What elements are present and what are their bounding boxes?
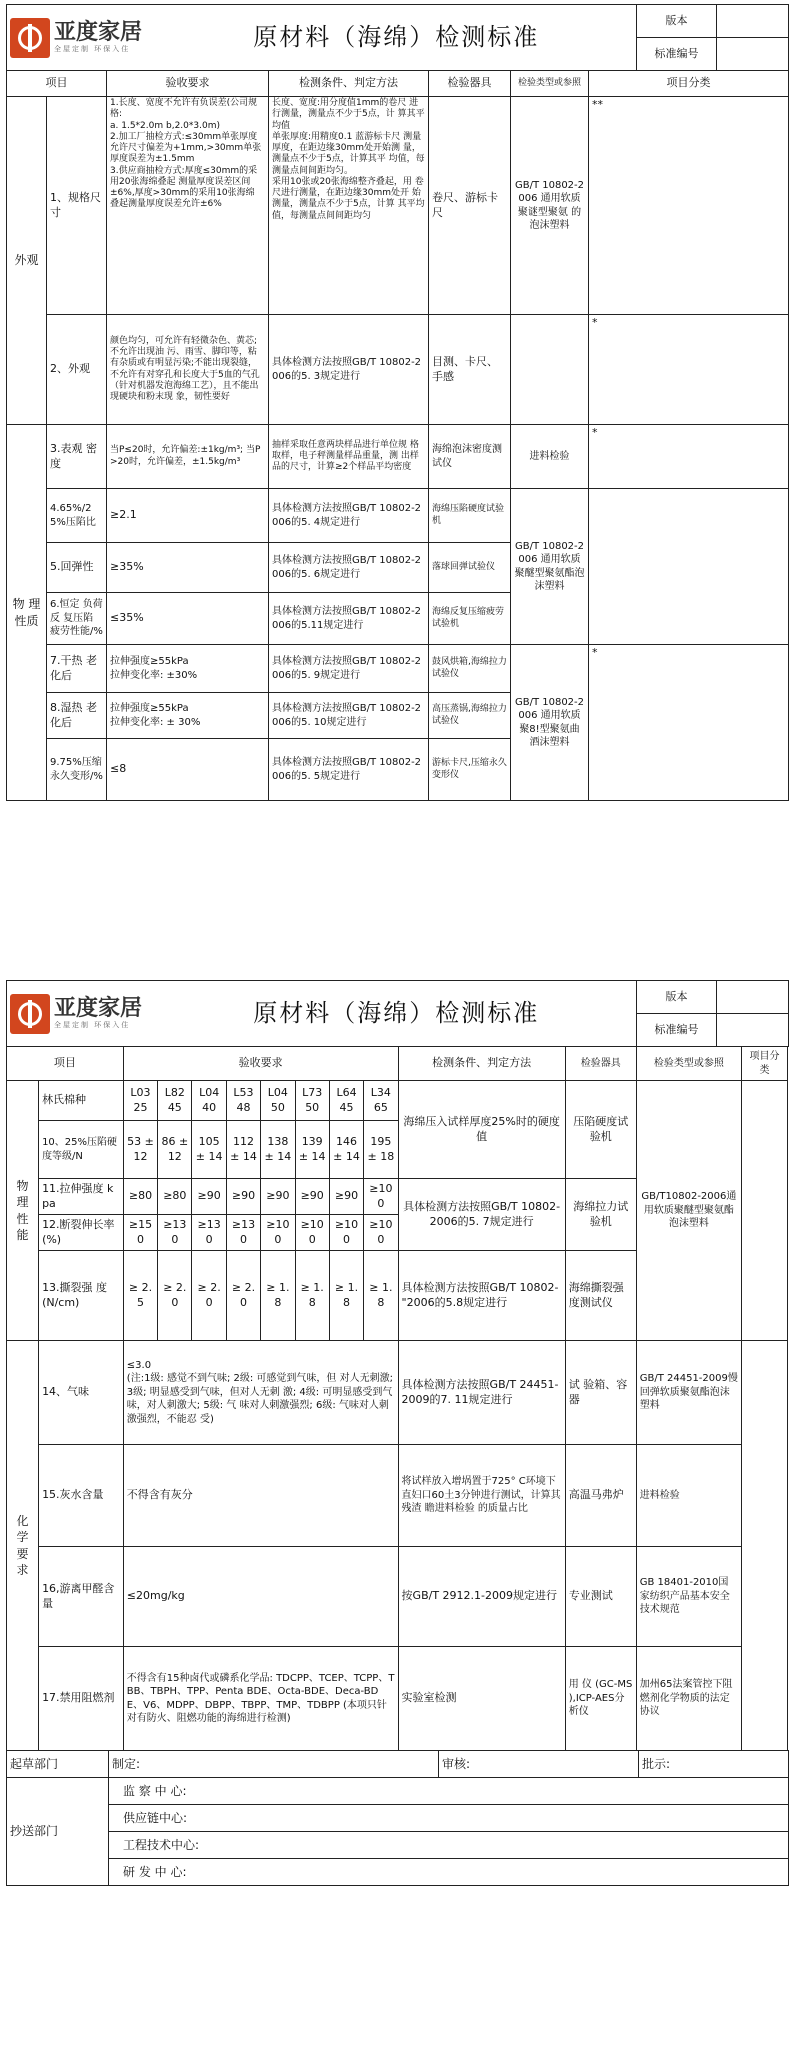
p2-classify-chem-empty	[742, 1341, 788, 1751]
grade-7: L34 65	[364, 1081, 398, 1121]
grade-2: L04 40	[192, 1081, 226, 1121]
std-no-value-2	[717, 1014, 789, 1047]
company-logo-2	[10, 989, 154, 1039]
elongation-2: ≥130	[192, 1215, 226, 1251]
elongation-1: ≥130	[158, 1215, 192, 1251]
tear-4: ≥ 1.8	[261, 1251, 295, 1341]
row4-method: 具体检测方法按照GB/T 10802-2006的5. 4规定进行	[269, 489, 429, 543]
tear-2: ≥ 2.0	[192, 1251, 226, 1341]
logo-mark-icon	[10, 18, 50, 58]
tensile-5: ≥90	[295, 1179, 329, 1215]
elongation-4: ≥100	[261, 1215, 295, 1251]
reviewer-field[interactable]: 审核:	[439, 1751, 639, 1778]
hardness-6: 146 ± 14	[329, 1121, 363, 1179]
row9-item: 9.75%压缩永久变形/%	[47, 739, 107, 801]
grade-1: L82 45	[158, 1081, 192, 1121]
row7-method: 具体检测方法按照GB/T 10802-2006的5. 9规定进行	[269, 645, 429, 693]
row7-classify: *	[589, 645, 789, 801]
row6-method: 具体检测方法按照GB/T 10802-2006的5.11规定进行	[269, 593, 429, 645]
row6-item: 6.恒定 负荷反 复压陷 疲劳性能/%	[47, 593, 107, 645]
flame-type: 加州65法案管控下阻燃剂化学物质的法定协议	[636, 1647, 741, 1751]
page-2	[6, 980, 788, 2040]
row2-type-empty	[511, 315, 589, 425]
p2-header-classify: 项目分类	[742, 1047, 788, 1081]
ash-accept: 不得含有灰分	[123, 1445, 398, 1547]
row1-classify: **	[589, 97, 789, 315]
std-no-label: 标准编号	[637, 38, 717, 71]
elongation-6: ≥100	[329, 1215, 363, 1251]
hardness-tool: 压陷硬度试验机	[565, 1081, 636, 1179]
row2-method: 具体检测方法按照GB/T 10802-2006的5. 3规定进行	[269, 315, 429, 425]
col-header-item: 项目	[7, 71, 107, 97]
ash-method: 将试样放入增埚置于725° C环境下直妇口60土3分钟进行测试，计算其残渣 瞻进料检验 的质量占比	[398, 1445, 565, 1547]
row8-tool: 高压蒸锅,海绵拉力试验仪	[429, 693, 511, 739]
row1-item: 1、规格尺寸	[47, 97, 107, 315]
hardness-7: 195 ± 18	[364, 1121, 398, 1179]
row3-type: 进料检验	[511, 425, 589, 489]
ash-tool: 高温马弗炉	[565, 1445, 636, 1547]
approver-field[interactable]: 批示:	[639, 1751, 789, 1778]
distribute-label: 抄送部门	[7, 1778, 109, 1886]
row2-accept: 颜色均匀，可允许有轻微杂色、黄芯;不允许出现油 污、雨雪、脚印等，粘有杂质或有明显污染;不能出现裂缝，不允许有对穿孔和长度大于5血的气孔（针对机器发泡海绵工艺），且不能出现硬块和粉末现 象，韧性要好	[107, 315, 269, 425]
odor-tool: 试 验箱、容器	[565, 1341, 636, 1445]
tear-3: ≥ 2.0	[226, 1251, 260, 1341]
page-gap	[0, 950, 794, 978]
elongation-3: ≥130	[226, 1215, 260, 1251]
row7-item: 7.干热 老化后	[47, 645, 107, 693]
row5-accept: ≥35%	[107, 543, 269, 593]
page-title-2: 原材料（海绵）检测标准	[157, 981, 637, 1047]
hardness-0: 53 ± 12	[123, 1121, 157, 1179]
version-label: 版本	[637, 5, 717, 38]
odor-method: 具体检测方法按照GB/T 24451-2009的7. 11规定进行	[398, 1341, 565, 1445]
type-ref-2: GB/T 10802-2006 通用软质聚醚型聚氨酯泡沫塑料	[511, 489, 589, 645]
category-appearance: 外观	[7, 97, 47, 425]
tear-tool: 海绵撕裂强度测试仪	[565, 1251, 636, 1341]
tear-6: ≥ 1.8	[329, 1251, 363, 1341]
tensile-0: ≥80	[123, 1179, 157, 1215]
flame-label: 17.禁用阻燃剂	[39, 1647, 124, 1751]
tear-1: ≥ 2.0	[158, 1251, 192, 1341]
type-ref-3: GB/T 10802-2006 通用软质聚8!型聚氨曲 酒沫塑料	[511, 645, 589, 801]
p2-header-inspect-type: 检验类型或参照	[636, 1047, 741, 1081]
tear-method: 具体检测方法按照GB/T 10802-"2006的5.8规定进行	[398, 1251, 565, 1341]
row8-accept: 拉伸强度≥55kPa 拉伸变化率: ± 30%	[107, 693, 269, 739]
dept-engineering[interactable]: 工程技术中心:	[109, 1832, 789, 1859]
hardness-2: 105 ± 14	[192, 1121, 226, 1179]
row1-method: 长度、宽度:用分度值1mm的卷尺 进行测量，测量点不少于5点，计 算其平均值 单张厚度:用精度0.1 蓝游标卡尺 测量厚度，在距边缘30mm处开始测 量，测量点不少于5点，计算其平 均值，每测量点间间距均匀。 采用10张或20张海绵整齐叠起，用 卷尺进行测量，在距边缘30mm处开 始测量，测量点不少于5点，计算 其平均值，每测量点间间距均匀	[269, 97, 429, 315]
formaldehyde-accept: ≤20mg/kg	[123, 1547, 398, 1647]
row9-method: 具体检测方法按照GB/T 10802-2006的5. 5规定进行	[269, 739, 429, 801]
p2-header-method: 检测条件、判定方法	[398, 1047, 565, 1081]
grade-5: L73 50	[295, 1081, 329, 1121]
tensile-label: 11.拉伸强度 kpa	[39, 1179, 124, 1215]
tear-7: ≥ 1.8	[364, 1251, 398, 1341]
row4-tool: 海绵压陷硬度试验机	[429, 489, 511, 543]
tear-label: 13.撕裂强 度 (N/cm)	[39, 1251, 124, 1341]
page2-header-table	[6, 980, 789, 1047]
row2-tool: 目测、卡尺、手感	[429, 315, 511, 425]
grade-6: L64 45	[329, 1081, 363, 1121]
page1-body-table	[6, 70, 789, 801]
elongation-tool: 海绵拉力试验机	[565, 1179, 636, 1251]
row6-tool: 海绵反复压缩疲劳试验机	[429, 593, 511, 645]
formaldehyde-tool: 专业测试	[565, 1547, 636, 1647]
dept-supervision[interactable]: 监 察 中 心:	[109, 1778, 789, 1805]
col-header-method: 检测条件、判定方法	[269, 71, 429, 97]
category-physical: 物 理性质	[7, 425, 47, 801]
formaldehyde-type: GB 18401-2010国家纺织产品基本安全技术规范	[636, 1547, 741, 1647]
p2-header-accept: 验收要求	[123, 1047, 398, 1081]
odor-accept: ≤3.0 (注:1级: 感觉不到气味; 2级: 可感觉到气味，但 对人无刺激; 3级; 明显感受到气味，但对人无刺 激; 4级: 可明显感受到气味，对人刺激大; 5级: 气 味对人刺激强烈; 6级: 气味对人刺激强烈，不能忍 受)	[123, 1341, 398, 1445]
flame-tool: 用 仪 (GC-MS ),ICP-AES分析仪	[565, 1647, 636, 1751]
elongation-label: 12.断裂伸长率(%)	[39, 1215, 124, 1251]
row6-accept: ≤35%	[107, 593, 269, 645]
flame-accept: 不得含有15种卤代或磷系化学品: TDCPP、TCEP、TCPP、TBB、TBPH、TPP、Penta BDE、Octa-BDE、Deca-BDE、V6、MDPP、DBPP、TBPP、TMP、TDBPP (本项只针对有防火、阻燃功能的海绵进行检测)	[123, 1647, 398, 1751]
p2-classify-phys-empty	[742, 1081, 788, 1341]
tensile-7: ≥100	[364, 1179, 398, 1215]
row3-item: 3.表观 密度	[47, 425, 107, 489]
col-header-classify: 项目分类	[589, 71, 789, 97]
p2-header-item: 项目	[7, 1047, 124, 1081]
row3-tool: 海绵泡沫密度测试仪	[429, 425, 511, 489]
flame-method: 实验室检测	[398, 1647, 565, 1751]
elongation-method: 具体检测方法按照GB/T 10802- 2006的5. 7规定进行	[398, 1179, 565, 1251]
p2-category-physical: 物 理 性 能	[7, 1081, 39, 1341]
version-value	[717, 5, 789, 38]
formaldehyde-method: 按GB/T 2912.1-2009规定进行	[398, 1547, 565, 1647]
row4-accept: ≥2.1	[107, 489, 269, 543]
row5-tool: 落球回弹试验仪	[429, 543, 511, 593]
page2-body-table	[6, 1046, 788, 1751]
formaldehyde-label: 16,游离甲醛含量	[39, 1547, 124, 1647]
row1-tool: 卷尺、游标卡尺	[429, 97, 511, 315]
page-1	[6, 4, 788, 949]
odor-label: 14、气味	[39, 1341, 124, 1445]
company-logo	[10, 13, 154, 63]
col-header-inspect-type: 检验类型或参照	[511, 71, 589, 97]
hardness-3: 112 ± 14	[226, 1121, 260, 1179]
p2-header-tool: 检验器具	[565, 1047, 636, 1081]
row8-method: 具体检测方法按照GB/T 10802-2006的5. 10规定进行	[269, 693, 429, 739]
grade-label: 林氏棉种	[39, 1081, 124, 1121]
row3-method: 抽样采取任意两块样品进行单位规 格取样，电子秤测量样品重量，测 出样品的尺寸，计算≥2个样品平均密度	[269, 425, 429, 489]
hardness-5: 139 ± 14	[295, 1121, 329, 1179]
tensile-3: ≥90	[226, 1179, 260, 1215]
signoff-table	[6, 1750, 789, 1886]
elongation-5: ≥100	[295, 1215, 329, 1251]
tensile-6: ≥90	[329, 1179, 363, 1215]
type-ref-1: GB/T 10802-2006 通用软质聚谜型聚氨 的泡沫塑料	[511, 97, 589, 315]
ash-type: 进料检验	[636, 1445, 741, 1547]
col-header-tool: 检验器具	[429, 71, 511, 97]
logo-cell	[7, 5, 157, 71]
std-no-value	[717, 38, 789, 71]
row4-item: 4.65%/25%压陷比	[47, 489, 107, 543]
logo-cell-2	[7, 981, 157, 1047]
drafter-field[interactable]: 制定:	[109, 1751, 439, 1778]
logo-mark-icon-2	[10, 994, 50, 1034]
logo-name-2: 亚度家居	[54, 994, 143, 1021]
dept-rnd[interactable]: 研 发 中 心:	[109, 1859, 789, 1886]
ash-label: 15.灰水含量	[39, 1445, 124, 1547]
row1-accept: 1.长度、宽度不允许有负误差(公司规格: a. 1.5*2.0m b,2.0*3.0m) 2.加工厂抽检方式:≤30mm单张厚度允许尺寸偏差为+1mm,>30mm单张厚度误差为±1.5mm 3.供应商抽检方式:厚度≤30mm的采用20张海绵叠起 测量厚度误差区间±6%,厚度>30mm的采用10张海绵 叠起测量厚度误差允许±6%	[107, 97, 269, 315]
hardness-label: 10、25%压陷硬度等级/N	[39, 1121, 124, 1179]
logo-slogan-2: 全屋定制 环保入住	[54, 1020, 131, 1029]
tensile-1: ≥80	[158, 1179, 192, 1215]
row8-item: 8.湿热 老化后	[47, 693, 107, 739]
tensile-4: ≥90	[261, 1179, 295, 1215]
row3-classify: *	[589, 425, 789, 489]
p2-category-chemical: 化 学 要 求	[7, 1341, 39, 1751]
hardness-4: 138 ± 14	[261, 1121, 295, 1179]
row2-classify: *	[589, 315, 789, 425]
page1-header-table	[6, 4, 789, 71]
version-value-2	[717, 981, 789, 1014]
elongation-7: ≥100	[364, 1215, 398, 1251]
draft-dept-label: 起草部门	[7, 1751, 109, 1778]
version-label-2: 版本	[637, 981, 717, 1014]
row9-tool: 游标卡尺,压缩永久变形仪	[429, 739, 511, 801]
row7-accept: 拉伸强度≥55kPa 拉伸变化率: ±30%	[107, 645, 269, 693]
tensile-2: ≥90	[192, 1179, 226, 1215]
row7-tool: 鼓风烘箱,海绵拉力试验仪	[429, 645, 511, 693]
logo-name: 亚度家居	[54, 18, 143, 45]
elongation-0: ≥150	[123, 1215, 157, 1251]
row2-item: 2、外观	[47, 315, 107, 425]
hardness-1: 86 ± 12	[158, 1121, 192, 1179]
col-header-accept: 验收要求	[107, 71, 269, 97]
grade-3: L53 48	[226, 1081, 260, 1121]
logo-slogan: 全屋定制 环保入住	[54, 44, 131, 53]
row3-accept: 当P≤20时，允许偏差:±1kg/m³; 当P >20时，允许偏差，±1.5kg/m³	[107, 425, 269, 489]
hardness-method: 海绵压入试样厚度25%时的硬度值	[398, 1081, 565, 1179]
row5-method: 具体检测方法按照GB/T 10802-2006的5. 6规定进行	[269, 543, 429, 593]
page-title: 原材料（海绵）检测标准	[157, 5, 637, 71]
row5-item: 5.回弹性	[47, 543, 107, 593]
odor-type: GB/T 24451-2009慢回弹软质聚氨酯泡沫塑料	[636, 1341, 741, 1445]
dept-supply-chain[interactable]: 供应链中心:	[109, 1805, 789, 1832]
tear-5: ≥ 1.8	[295, 1251, 329, 1341]
grade-4: L04 50	[261, 1081, 295, 1121]
grade-0: L03 25	[123, 1081, 157, 1121]
tear-0: ≥ 2.5	[123, 1251, 157, 1341]
rows4-6-classify-empty	[589, 489, 789, 645]
std-no-label-2: 标准编号	[637, 1014, 717, 1047]
p2-type-ref-phys: GB/T10802-2006通用软质聚醚型聚氨酯泡沫塑料	[636, 1081, 741, 1341]
row9-accept: ≤8	[107, 739, 269, 801]
